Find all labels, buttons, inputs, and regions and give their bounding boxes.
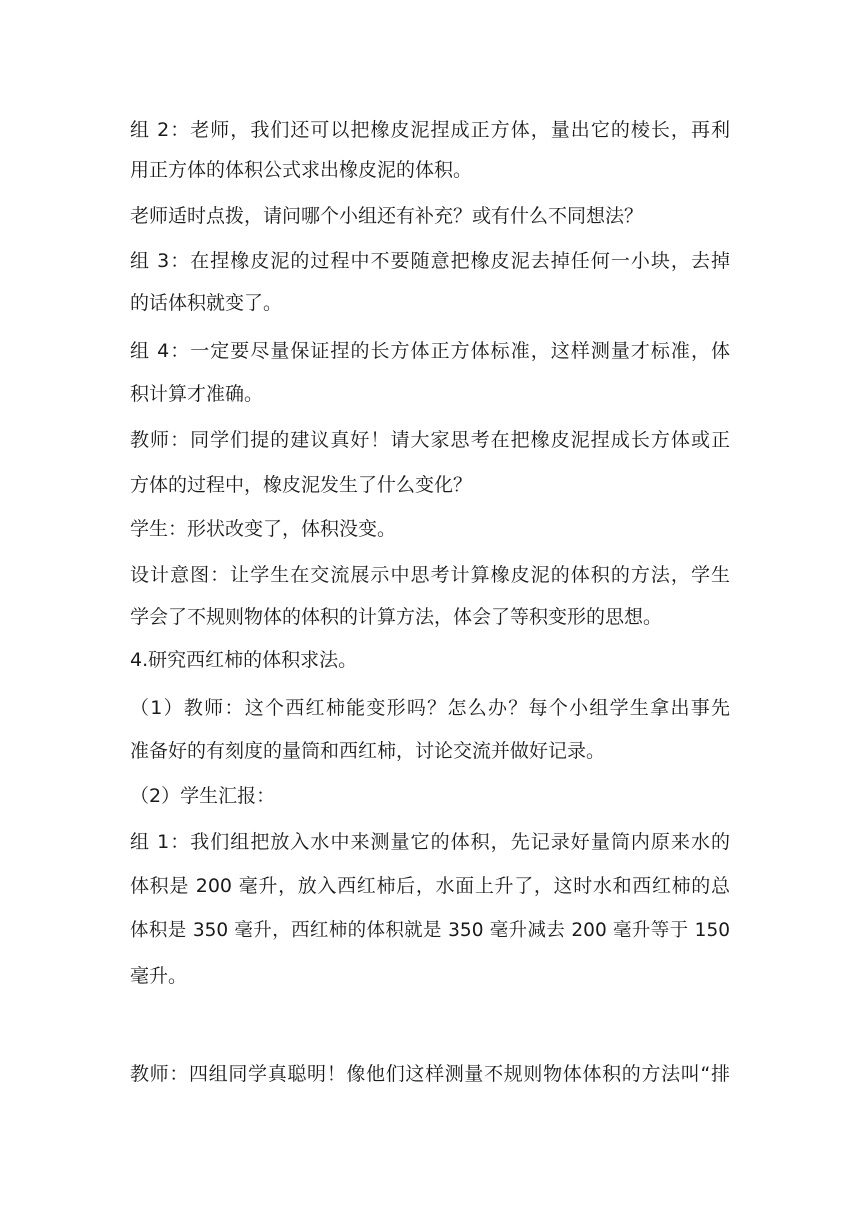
paragraph-line: 方体的过程中，橡皮泥发生了什么变化？ <box>130 474 473 496</box>
paragraph-line: 设计意图：让学生在交流展示中思考计算橡皮泥的体积的方法，学生 <box>130 564 730 586</box>
paragraph-line: 组 1：我们组把放入水中来测量它的体积，先记录好量筒内原来水的 <box>130 831 730 853</box>
paragraph-line: 准备好的有刻度的量筒和西红柿，讨论交流并做好记录。 <box>130 740 606 762</box>
section-heading: 4.研究西红柿的体积求法。 <box>130 649 358 671</box>
paragraph-line: 体积是 200 毫升，放入西红柿后，水面上升了，这时水和西红柿的总 <box>130 875 730 897</box>
paragraph-line: 教师：四组同学真聪明！像他们这样测量不规则物体体积的方法叫“排 <box>130 1063 730 1085</box>
paragraph-line: 体积是 350 毫升，西红柿的体积就是 350 毫升减去 200 毫升等于 150 <box>130 920 730 941</box>
paragraph-line: 积计算才准确。 <box>130 383 264 405</box>
paragraph-line: 教师：同学们提的建议真好！请大家思考在把橡皮泥捏成长方体或正 <box>130 429 730 451</box>
paragraph-line: 学生：形状改变了，体积没变。 <box>130 518 397 540</box>
paragraph-line: （1）教师：这个西红柿能变形吗？怎么办？每个小组学生拿出事先 <box>130 697 730 719</box>
paragraph-line: 的话体积就变了。 <box>130 292 283 314</box>
paragraph-line: 用正方体的体积公式求出橡皮泥的体积。 <box>130 159 473 181</box>
paragraph-line: 组 4：一定要尽量保证捏的长方体正方体标准，这样测量才标准，体 <box>130 340 730 362</box>
paragraph-line: 毫升。 <box>130 965 188 987</box>
paragraph-line: 学会了不规则物体的体积的计算方法，体会了等积变形的思想。 <box>130 606 663 628</box>
paragraph-line: （2）学生汇报： <box>130 785 276 807</box>
paragraph-line: 组 3：在捏橡皮泥的过程中不要随意把橡皮泥去掉任何一小块，去掉 <box>130 250 730 272</box>
paragraph-line: 组 2：老师，我们还可以把橡皮泥捏成正方体，量出它的棱长，再利 <box>130 119 730 141</box>
paragraph-line: 老师适时点拨，请问哪个小组还有补充？或有什么不同想法？ <box>130 205 644 227</box>
